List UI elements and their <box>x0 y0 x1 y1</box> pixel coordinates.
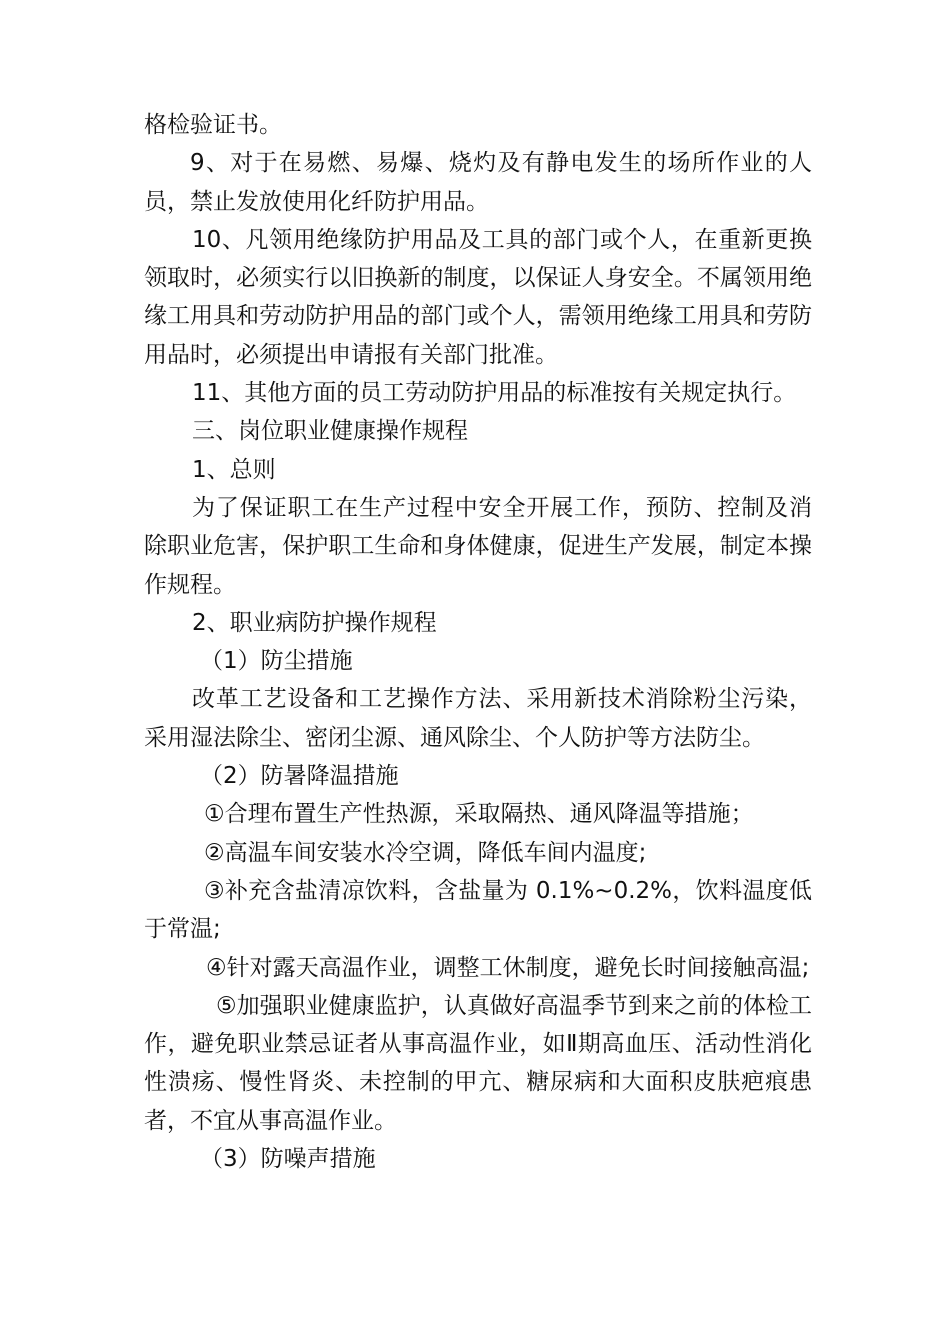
subsection-heading-protection: 2、职业病防护操作规程 <box>192 609 437 636</box>
paragraph-general-text: 为了保证职工在生产过程中安全开展工作，预防、控制及消除职业危害，保护职工生命和身体健康，促进生产发展，制定本操作规程。 <box>144 494 812 598</box>
heat-item-3: ③补充含盐清凉饮料，含盐量为 0.1%~0.2%，饮料温度低于常温; <box>144 877 812 943</box>
paragraph-continuation: 格检验证书。 <box>144 112 282 138</box>
paragraph-item-9: 9、对于在易燃、易爆、烧灼及有静电发生的场所作业的人员，禁止发放使用化纤防护用品。 <box>144 150 812 215</box>
paragraph-item-10: 10、凡领用绝缘防护用品及工具的部门或个人，在重新更换领取时，必须实行以旧换新的制度，以保证人身安全。不属领用绝缘工用具和劳动防护用品的部门或个人，需领用绝缘工用具和劳防用品时，必须提出申请报有关部门批准。 <box>144 226 812 368</box>
measure-heading-dust: （1）防尘措施 <box>200 648 353 675</box>
measure-heading-noise: （3）防噪声措施 <box>200 1146 376 1173</box>
heat-item-4: ④针对露天高温作业，调整工休制度，避免长时间接触高温; <box>206 954 810 981</box>
heat-item-2: ②高温车间安装水冷空调，降低车间内温度; <box>204 839 647 866</box>
document-body <box>144 106 812 1178</box>
measure-heading-heat: （2）防暑降温措施 <box>200 763 399 790</box>
section-heading: 三、岗位职业健康操作规程 <box>192 418 468 445</box>
heat-item-1: ①合理布置生产性热源，采取隔热、通风降温等措施； <box>204 801 754 828</box>
heat-item-5: ⑤加强职业健康监护，认真做好高温季节到来之前的体检工作，避免职业禁忌证者从事高温作业，如Ⅱ期高血压、活动性消化性溃疡、慢性肾炎、未控制的甲亢、糖尿病和大面积皮肤疤痕患者，不宜从事高温作业。 <box>144 992 812 1134</box>
paragraph-item-11: 11、其他方面的员工劳动防护用品的标准按有关规定执行。 <box>192 380 797 407</box>
paragraph-dust-text: 改革工艺设备和工艺操作方法、采用新技术消除粉尘污染，采用湿法除尘、密闭尘源、通风除尘、个人防护等方法防尘。 <box>144 686 812 751</box>
subsection-heading-general: 1、总则 <box>192 456 276 483</box>
